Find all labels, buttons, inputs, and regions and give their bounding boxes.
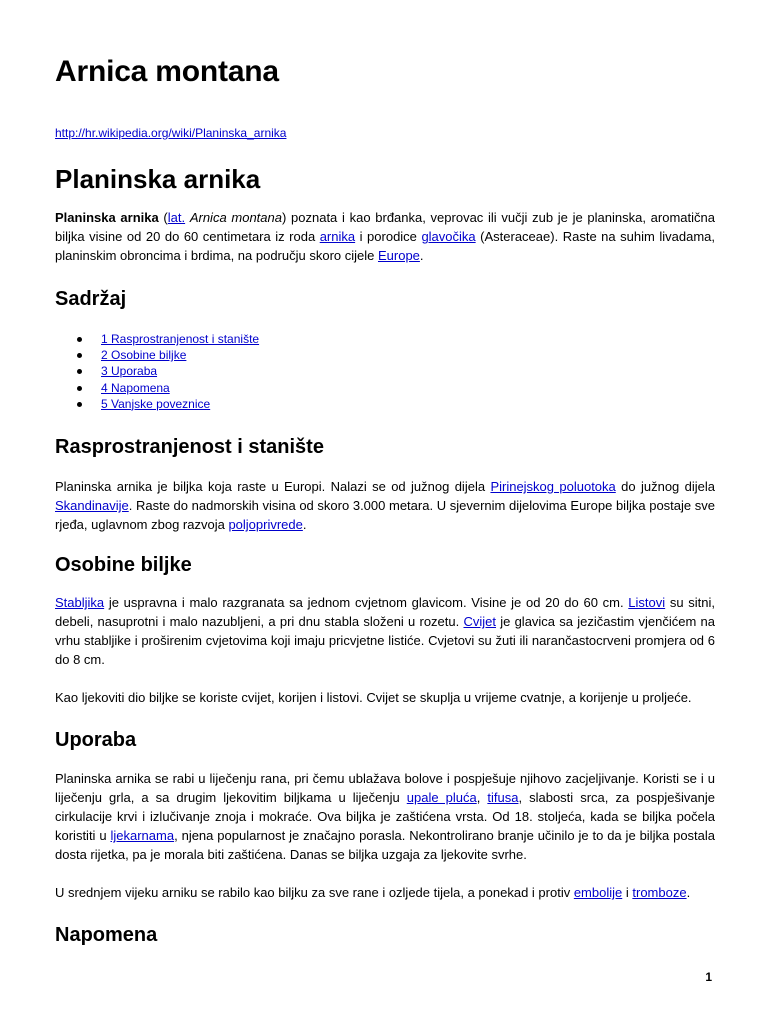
latin-abbrev-link[interactable]: lat. <box>167 210 186 225</box>
arnika-link[interactable]: arnika <box>319 229 356 244</box>
intro-paragraph <box>55 208 715 265</box>
section-paragraph <box>55 769 715 864</box>
latin-name: Arnica montana <box>189 210 282 225</box>
document-page <box>55 50 715 950</box>
upala-pluca-link[interactable]: upale pluća <box>406 790 477 806</box>
paragraph-text: je uspravna i malo razgranata sa jednom cvjetnom glavicom. Visine je od 20 do 60 cm. <box>104 595 629 611</box>
page-number: 1 <box>705 970 712 984</box>
intro-text: ( <box>158 210 168 225</box>
europe-link[interactable]: Europe <box>377 248 420 263</box>
tromboza-link[interactable]: tromboze <box>632 885 687 901</box>
section-paragraph <box>55 477 715 534</box>
toc-item <box>55 331 715 347</box>
section-heading-rasprostranjenost: Rasprostranjenost i stanište <box>55 436 324 459</box>
paragraph-text: Planinska arnika je biljka koja raste u Europi. Nalazi se od južnog dijela <box>55 479 491 495</box>
toc-item <box>55 396 715 412</box>
ljekarne-link[interactable]: ljekarnama <box>110 828 175 844</box>
listovi-link[interactable]: Listovi <box>628 595 666 611</box>
paragraph-text: , <box>476 790 488 806</box>
paragraph-text: . Raste do nadmorskih visina od skoro 3.000 metara. U sjevernim dijelovima Europe biljka postaje sve rjeđa, uglavnom zbog razvoja <box>55 498 715 533</box>
section-paragraph: Kao ljekoviti dio biljke se koriste cvijet, korijen i listovi. Cvijet se skuplja u vrijeme cvatnje, a korijenje u proljeće. <box>55 690 692 706</box>
toc-heading: Sadržaj <box>55 288 127 310</box>
toc-item <box>55 347 715 363</box>
toc-link-osobine[interactable]: 2 Osobine biljke <box>101 348 187 363</box>
section-paragraph <box>55 883 715 902</box>
paragraph-text: , njena popularnost je značajno porasla. Nekontrolirano branje učinilo je to da je biljka postala dosta rijetka, pa je morala biti zaštićena. Danas se biljka uzgaja za ljekovite svrhe. <box>55 828 716 863</box>
article-title: Planinska arnika <box>55 164 261 194</box>
section-paragraph <box>55 593 715 669</box>
toc-item <box>55 380 715 396</box>
paragraph-text: . <box>686 885 691 901</box>
source-url-link[interactable]: http://hr.wikipedia.org/wiki/Planinska_arnika <box>55 126 287 140</box>
section-heading-uporaba: Uporaba <box>55 729 137 752</box>
paragraph-text: su sitni, debeli, nasuprotni i malo nazubljeni, a pri dnu stabla složeni u rozetu. <box>55 595 716 630</box>
toc-link-rasprostranjenost[interactable]: 1 Rasprostranjenost i stanište <box>101 332 260 346</box>
paragraph-text: U srednjem vijeku arniku se rabilo kao biljku za sve rane i ozljede tijela, a ponekad i protiv <box>55 885 574 901</box>
section-heading-napomena: Napomena <box>55 924 158 947</box>
paragraph-text: i <box>622 885 633 901</box>
cvijet-link[interactable]: Cvijet <box>463 614 496 630</box>
glavocika-link[interactable]: glavočika <box>421 229 476 244</box>
toc-link-vanjske-poveznice[interactable]: 5 Vanjske poveznice <box>101 396 211 411</box>
paragraph-text: Planinska arnika se rabi u liječenju rana, pri čemu ublažava bolove i pospješuje njihovo zacjeljivanje. Koristi se i u liječenju grla, a sa drugim ljekovitim biljkama u liječenju <box>55 771 715 806</box>
embolija-link[interactable]: embolije <box>573 885 623 901</box>
paragraph-text: do južnog dijela <box>615 479 716 495</box>
document-title: Arnica montana <box>55 55 279 88</box>
toc-link-napomena[interactable]: 4 Napomena <box>101 380 170 395</box>
paragraph-text: . <box>302 517 307 533</box>
tifus-link[interactable]: tifusa <box>487 790 519 806</box>
toc-link-uporaba[interactable]: 3 Uporaba <box>101 364 158 379</box>
pirinejski-poluotok-link[interactable]: Pirinejskog poluotoka <box>490 479 616 495</box>
section-heading-osobine: Osobine biljke <box>55 554 192 577</box>
intro-text: ) poznata i kao brđanka, veprovac ili vučji zub je je planinska, aromatična biljka visine od 20 do 60 centimetara iz roda <box>55 210 715 244</box>
poljoprivreda-link[interactable]: poljoprivrede <box>228 517 303 533</box>
intro-text: i porodice <box>355 229 422 244</box>
skandinavija-link[interactable]: Skandinavije <box>55 498 129 514</box>
paragraph-text: , slabosti srca, za pospješivanje cirkulacije krvi i izlučivanje znoja i mokraće. Ova biljka je zaštićena vrsta. Od 18. stoljeća, kada se biljka počela koristiti u <box>55 790 715 844</box>
toc-item <box>55 363 715 379</box>
paragraph-text: je glavica sa jezičastim vjenčićem na vrhu stabljike i proširenim cvjetovima koji imaju pricvjetne listiće. Cvjetovi su žuti ili narančastocrveni promjera od 6 do 8 cm. <box>55 614 716 668</box>
intro-text: . <box>419 248 424 263</box>
intro-bold-name: Planinska arnika <box>55 210 159 225</box>
stabljika-link[interactable]: Stabljika <box>55 595 105 611</box>
intro-text: (Asteraceae). Raste na suhim livadama, planinskim obroncima i brdima, na području skoro cijele <box>55 229 715 263</box>
table-of-contents <box>55 331 715 412</box>
